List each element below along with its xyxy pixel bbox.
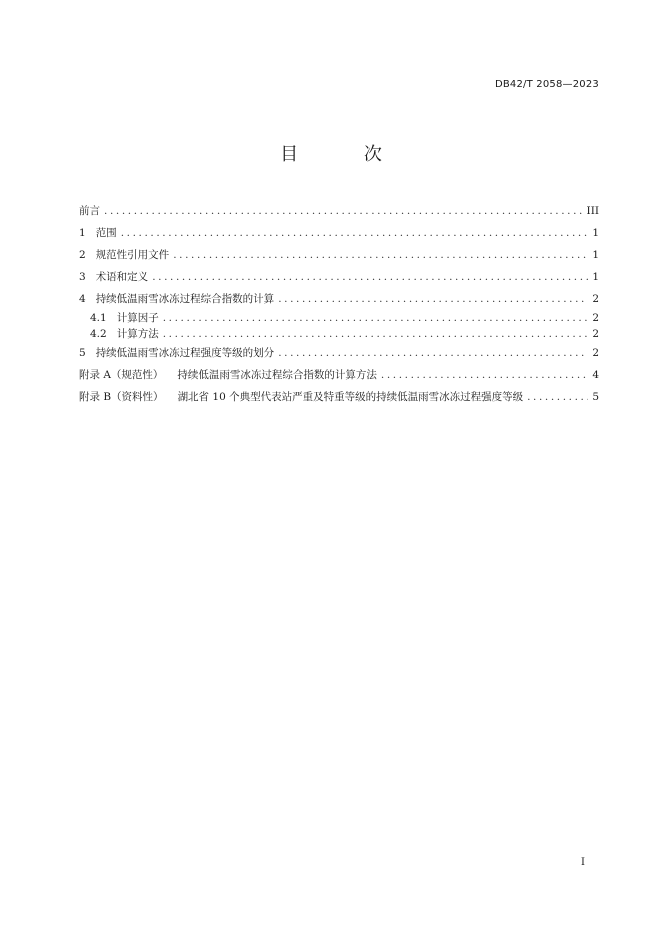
toc-leader-dots bbox=[163, 326, 589, 342]
toc-entry-appendix-a[interactable] bbox=[79, 364, 599, 386]
toc-entry-label bbox=[79, 244, 169, 266]
toc-entry-page: 2 bbox=[592, 328, 599, 340]
toc-entry-label bbox=[79, 200, 100, 222]
toc-entry-normative-references[interactable] bbox=[79, 244, 599, 266]
toc-entry-label bbox=[79, 222, 117, 244]
toc-entry-text: 计算方法 bbox=[116, 328, 159, 340]
toc-entry-page: 5 bbox=[592, 391, 599, 403]
toc-entry-number: 5 bbox=[79, 347, 86, 359]
toc-leader-dots bbox=[152, 266, 588, 288]
toc-entry-appendix-b[interactable] bbox=[79, 386, 599, 408]
toc-entry-calculation-factors[interactable] bbox=[79, 310, 599, 326]
toc-entry-number: 4.2 bbox=[90, 328, 107, 340]
toc-entry-number: 4 bbox=[79, 293, 86, 305]
toc-entry-page: 1 bbox=[592, 271, 599, 283]
toc-entry-number: 附录 B（资料性） bbox=[79, 391, 164, 403]
toc-leader-dots bbox=[381, 364, 588, 386]
toc-entry-calculation-method[interactable] bbox=[79, 326, 599, 342]
toc-entry-page: 2 bbox=[592, 312, 599, 324]
document-code: DB42/T 2058—2023 bbox=[494, 79, 599, 90]
toc-entry-label bbox=[79, 342, 274, 364]
toc-leader-dots bbox=[163, 310, 589, 326]
toc-entry-text: 湖北省 10 个典型代表站严重及特重等级的持续低温雨雪冰冻过程强度等级 bbox=[177, 391, 524, 403]
toc-entry-label bbox=[79, 310, 159, 326]
toc-entry-page: 1 bbox=[592, 249, 599, 261]
toc-entry-page: 4 bbox=[592, 369, 599, 381]
toc-entry-page: 2 bbox=[592, 347, 599, 359]
toc-entry-label bbox=[79, 326, 159, 342]
toc-entry-number: 附录 A（规范性） bbox=[79, 369, 164, 381]
toc-entry-text: 规范性引用文件 bbox=[95, 249, 170, 261]
page-number: I bbox=[581, 857, 585, 868]
toc-entry-text: 计算因子 bbox=[116, 312, 159, 324]
toc-entry-text: 前言 bbox=[79, 205, 100, 217]
toc-entry-terms[interactable] bbox=[79, 266, 599, 288]
toc-entry-text: 持续低温雨雪冰冻过程强度等级的划分 bbox=[95, 347, 275, 359]
toc-entry-text: 持续低温雨雪冰冻过程综合指数的计算方法 bbox=[177, 369, 377, 381]
toc-entry-page: 1 bbox=[592, 227, 599, 239]
toc-entry-label bbox=[79, 386, 523, 408]
toc-entry-label bbox=[79, 288, 274, 310]
table-of-contents bbox=[79, 200, 599, 408]
toc-entry-label bbox=[79, 266, 148, 288]
toc-entry-number: 4.1 bbox=[90, 312, 107, 324]
toc-leader-dots bbox=[173, 244, 588, 266]
toc-entry-page: III bbox=[586, 205, 599, 217]
toc-title: 目 次 bbox=[280, 144, 412, 165]
toc-entry-number: 2 bbox=[79, 249, 86, 261]
toc-entry-index-calculation[interactable] bbox=[79, 288, 599, 310]
toc-entry-text: 范围 bbox=[95, 227, 117, 239]
toc-leader-dots bbox=[527, 386, 588, 408]
toc-leader-dots bbox=[278, 288, 588, 310]
toc-entry-label bbox=[79, 364, 377, 386]
toc-entry-foreword[interactable] bbox=[79, 200, 599, 222]
toc-entry-number: 1 bbox=[79, 227, 86, 239]
toc-entry-text: 持续低温雨雪冰冻过程综合指数的计算 bbox=[95, 293, 275, 305]
toc-entry-scope[interactable] bbox=[79, 222, 599, 244]
toc-entry-text: 术语和定义 bbox=[95, 271, 149, 283]
toc-leader-dots bbox=[121, 222, 589, 244]
toc-entry-number: 3 bbox=[79, 271, 86, 283]
toc-entry-page: 2 bbox=[592, 293, 599, 305]
toc-leader-dots bbox=[104, 200, 583, 222]
toc-leader-dots bbox=[278, 342, 588, 364]
toc-entry-intensity-grading[interactable] bbox=[79, 342, 599, 364]
